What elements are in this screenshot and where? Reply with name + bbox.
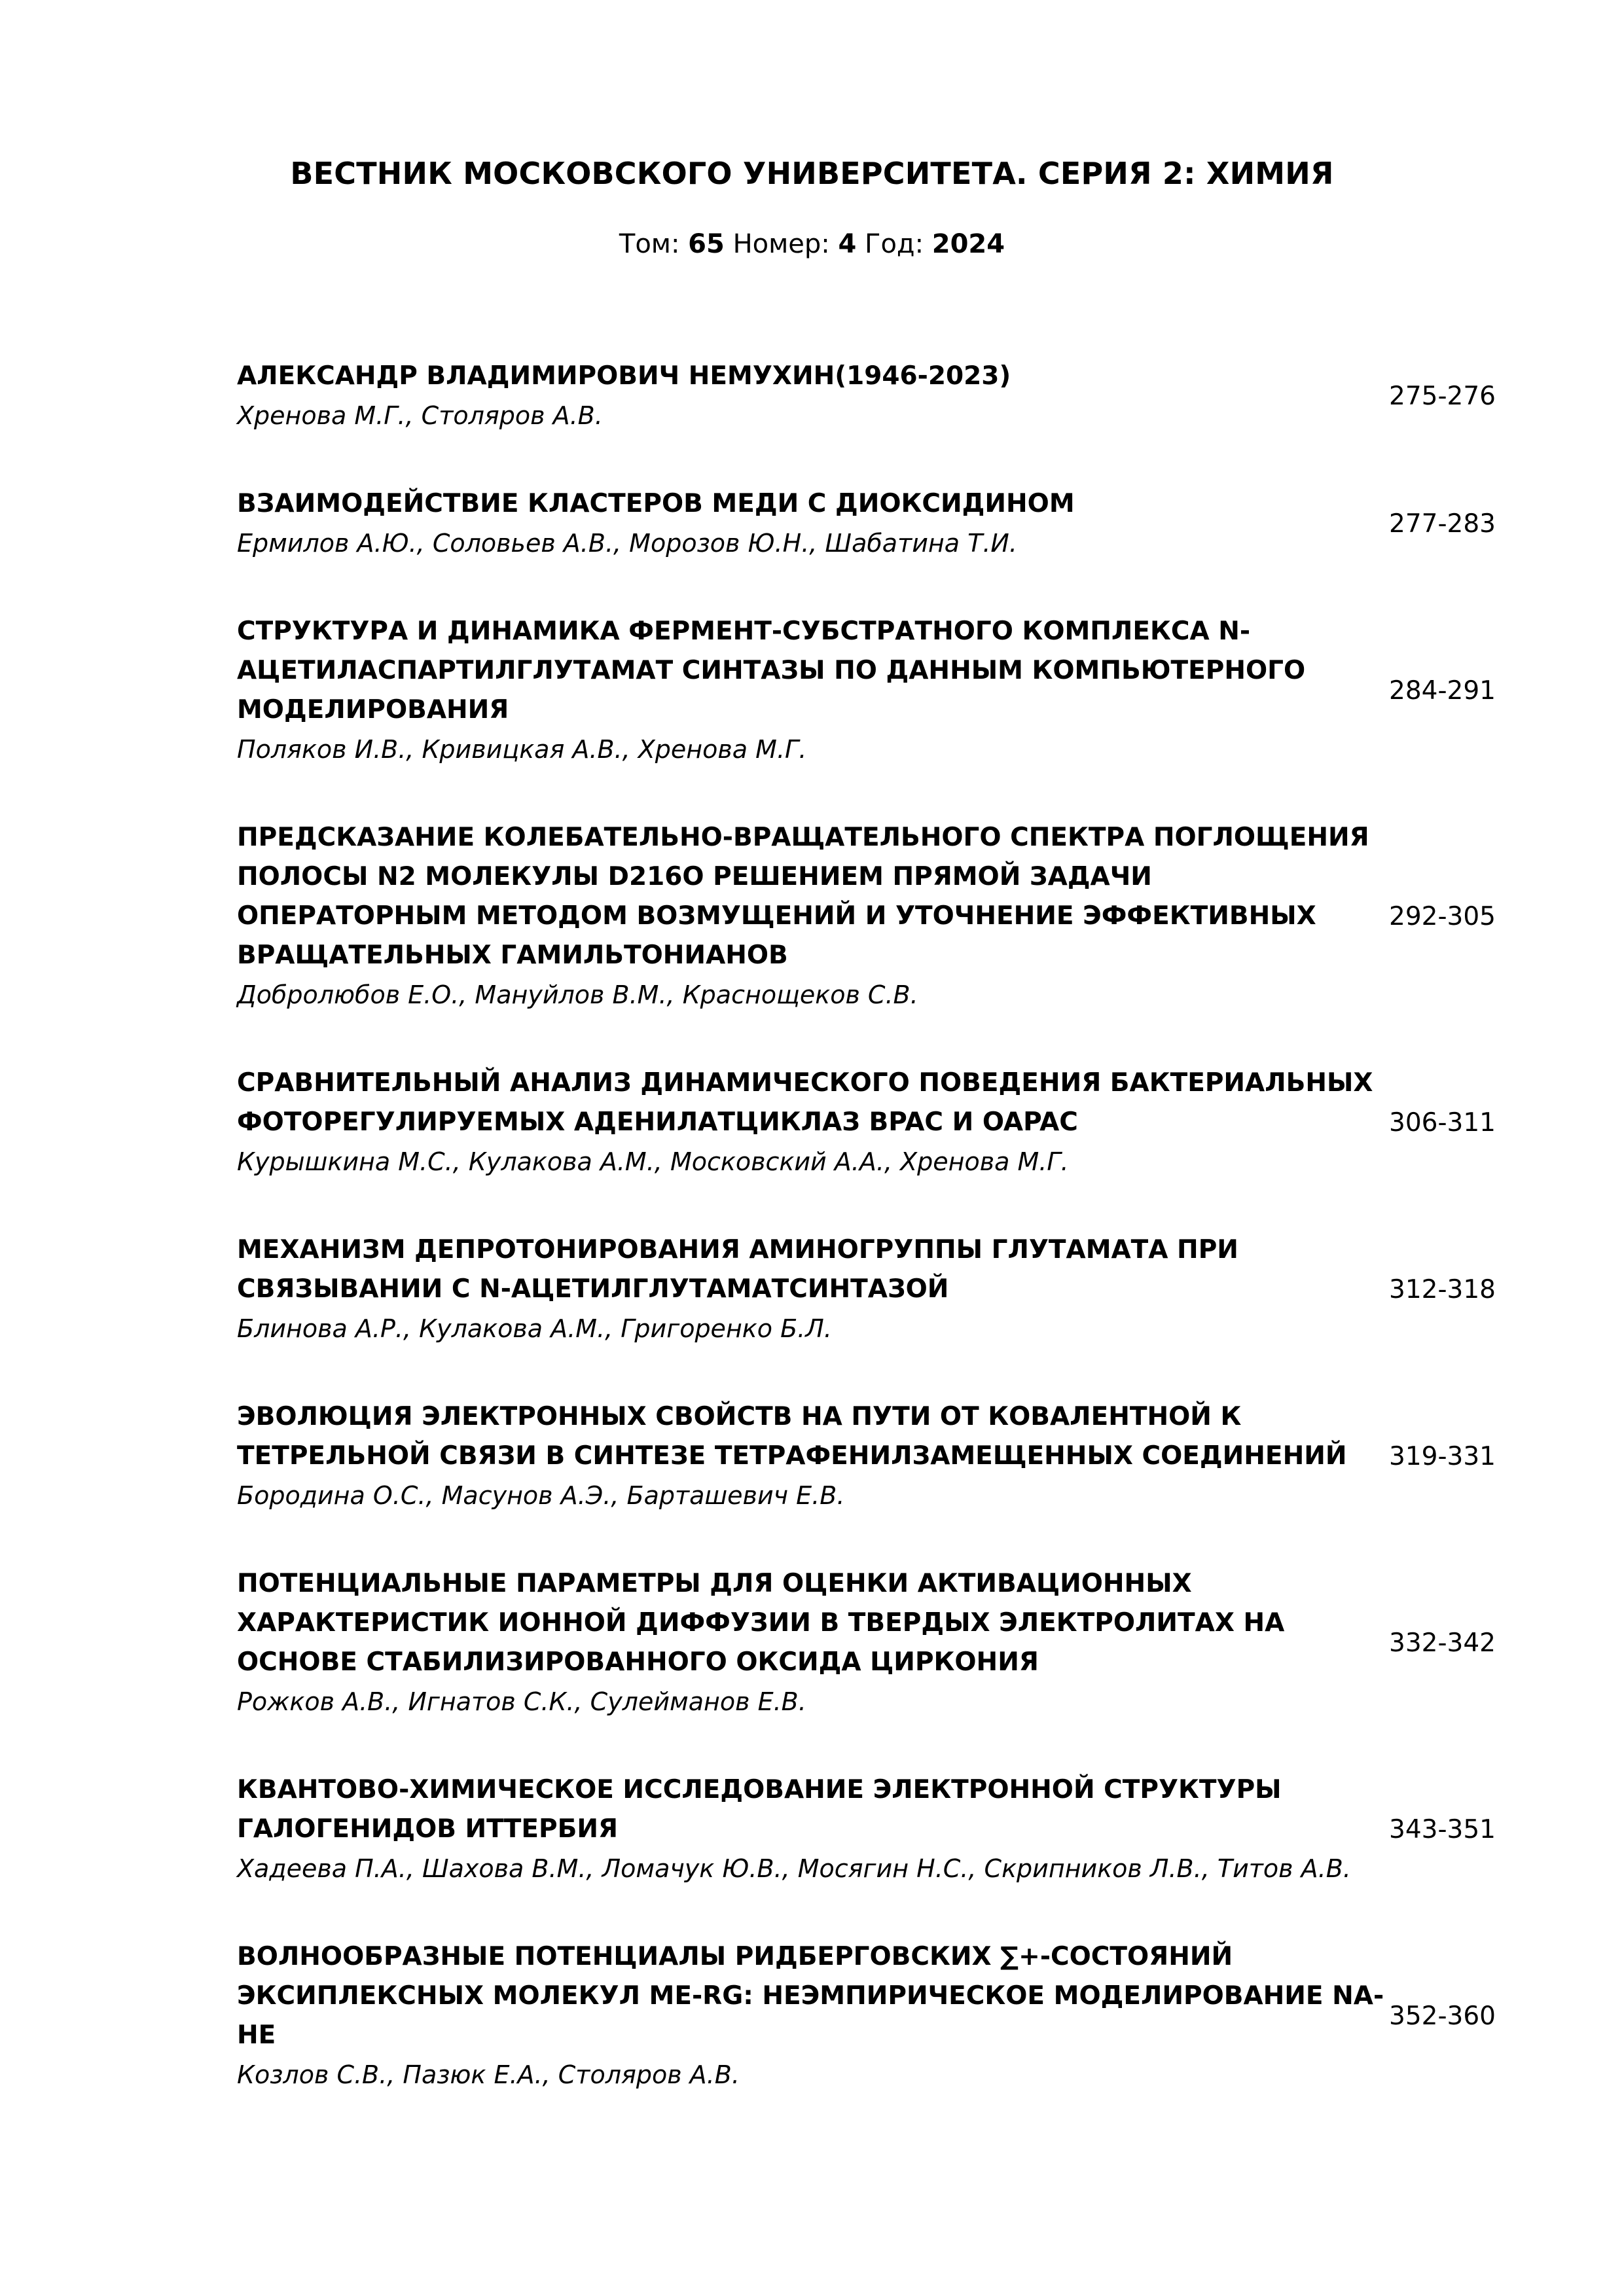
toc-entry	[237, 1937, 1494, 2094]
article-pages: 292-305	[1389, 901, 1496, 931]
article-title[interactable]: ВОЛНООБРАЗНЫЕ ПОТЕНЦИАЛЫ РИДБЕРГОВСКИХ ∑+-СОСТОЯНИЙ ЭКСИПЛЕКСНЫХ МОЛЕКУЛ ME-RG: НЕЭМПИРИЧЕСКОЕ МОДЕЛИРОВАНИЕ NA-HE	[237, 1942, 1384, 2050]
article-authors: Курышкина М.С., Кулакова А.М., Московский А.А., Хренова М.Г.	[237, 1147, 1069, 1176]
article-authors: Ермилов А.Ю., Соловьев А.В., Морозов Ю.Н., Шабатина Т.И.	[237, 529, 1017, 558]
article-authors: Хадеева П.А., Шахова В.М., Ломачук Ю.В., Мосягин Н.С., Скрипников Л.В., Титов А.В.	[237, 1854, 1351, 1883]
article-title[interactable]: ПРЕДСКАЗАНИЕ КОЛЕБАТЕЛЬНО-ВРАЩАТЕЛЬНОГО СПЕКТРА ПОГЛОЩЕНИЯ ПОЛОСЫ Ν2 МОЛЕКУЛЫ D216O РЕШЕНИЕМ ПРЯМОЙ ЗАДАЧИ ОПЕРАТОРНЫМ МЕТОДОМ ВОЗМУЩЕНИЙ И УТОЧНЕНИЕ ЭФФЕКТИВНЫХ ВРАЩАТЕЛЬНЫХ ГАМИЛЬТОНИАНОВ	[237, 823, 1369, 970]
article-pages: 332-342	[1389, 1628, 1496, 1658]
toc-entry	[237, 357, 1494, 435]
article-authors: Добролюбов Е.О., Мануйлов В.М., Краснощеков С.В.	[237, 980, 918, 1009]
toc-entry	[237, 1564, 1494, 1721]
article-pages: 284-291	[1389, 675, 1496, 706]
article-title[interactable]: СТРУКТУРА И ДИНАМИКА ФЕРМЕНТ-СУБСТРАТНОГО КОМПЛЕКСА N-АЦЕТИЛАСПАРТИЛГЛУТАМАТ СИНТАЗЫ ПО ДАННЫМ КОМПЬЮТЕРНОГО МОДЕЛИРОВАНИЯ	[237, 617, 1306, 725]
year-value: 2024	[931, 229, 1005, 259]
article-title[interactable]: СРАВНИТЕЛЬНЫЙ АНАЛИЗ ДИНАМИЧЕСКОГО ПОВЕДЕНИЯ БАКТЕРИАЛЬНЫХ ФОТОРЕГУЛИРУЕМЫХ АДЕНИЛАТЦИКЛАЗ BPAC И OAPAC	[237, 1068, 1373, 1137]
toc-entry	[237, 612, 1494, 769]
article-title[interactable]: МЕХАНИЗМ ДЕПРОТОНИРОВАНИЯ АМИНОГРУППЫ ГЛУТАМАТА ПРИ СВЯЗЫВАНИИ С N-АЦЕТИЛГЛУТАМАТСИНТАЗОЙ	[237, 1235, 1238, 1304]
article-pages: 275-276	[1389, 381, 1496, 411]
article-title[interactable]: КВАНТОВО-ХИМИЧЕСКОЕ ИССЛЕДОВАНИЕ ЭЛЕКТРОННОЙ СТРУКТУРЫ ГАЛОГЕНИДОВ ИТТЕРБИЯ	[237, 1775, 1282, 1844]
article-authors: Блинова А.Р., Кулакова А.М., Григоренко Б.Л.	[237, 1314, 832, 1343]
article-pages: 312-318	[1389, 1274, 1496, 1304]
article-pages: 277-283	[1389, 509, 1496, 539]
article-authors: Козлов С.В., Пазюк Е.А., Столяров А.В.	[237, 2060, 740, 2089]
issue-info	[0, 229, 1624, 259]
toc-entry	[237, 1770, 1494, 1888]
article-pages: 306-311	[1389, 1107, 1496, 1138]
article-title[interactable]: АЛЕКСАНДР ВЛАДИМИРОВИЧ НЕМУХИН(1946-2023)	[237, 361, 1011, 391]
journal-title: ВЕСТНИК МОСКОВСКОГО УНИВЕРСИТЕТА. СЕРИЯ 2: ХИМИЯ	[290, 156, 1334, 191]
toc-entry	[237, 1064, 1494, 1181]
article-title[interactable]: ВЗАИМОДЕЙСТВИЕ КЛАСТЕРОВ МЕДИ С ДИОКСИДИНОМ	[237, 489, 1075, 518]
article-authors: Хренова М.Г., Столяров А.В.	[237, 401, 603, 430]
table-of-contents	[237, 357, 1494, 2144]
article-title[interactable]: ПОТЕНЦИАЛЬНЫЕ ПАРАМЕТРЫ ДЛЯ ОЦЕНКИ АКТИВАЦИОННЫХ ХАРАКТЕРИСТИК ИОННОЙ ДИФФУЗИИ В ТВЕРДЫХ ЭЛЕКТРОЛИТАХ НА ОСНОВЕ СТАБИЛИЗИРОВАННОГО ОКСИДА ЦИРКОНИЯ	[237, 1569, 1285, 1677]
article-pages: 352-360	[1389, 2001, 1496, 2031]
article-pages: 319-331	[1389, 1441, 1496, 1471]
toc-entry	[237, 818, 1494, 1014]
volume-label: Том:	[619, 229, 680, 259]
toc-entry	[237, 1397, 1494, 1515]
number-label: Номер:	[732, 229, 830, 259]
volume-value: 65	[688, 229, 725, 259]
toc-entry	[237, 484, 1494, 563]
article-pages: 343-351	[1389, 1814, 1496, 1844]
article-title[interactable]: ЭВОЛЮЦИЯ ЭЛЕКТРОННЫХ СВОЙСТВ НА ПУТИ ОТ КОВАЛЕНТНОЙ К ТЕТРЕЛЬНОЙ СВЯЗИ В СИНТЕЗЕ ТЕТРАФЕНИЛЗАМЕЩЕННЫХ СОЕДИНЕНИЙ	[237, 1402, 1347, 1471]
number-value: 4	[838, 229, 857, 259]
article-authors: Бородина О.С., Масунов А.Э., Барташевич Е.В.	[237, 1481, 845, 1510]
year-label: Год:	[865, 229, 924, 259]
article-authors: Поляков И.В., Кривицкая А.В., Хренова М.Г.	[237, 735, 807, 764]
article-authors: Рожков А.В., Игнатов С.К., Сулейманов Е.В.	[237, 1687, 806, 1716]
toc-entry	[237, 1230, 1494, 1348]
